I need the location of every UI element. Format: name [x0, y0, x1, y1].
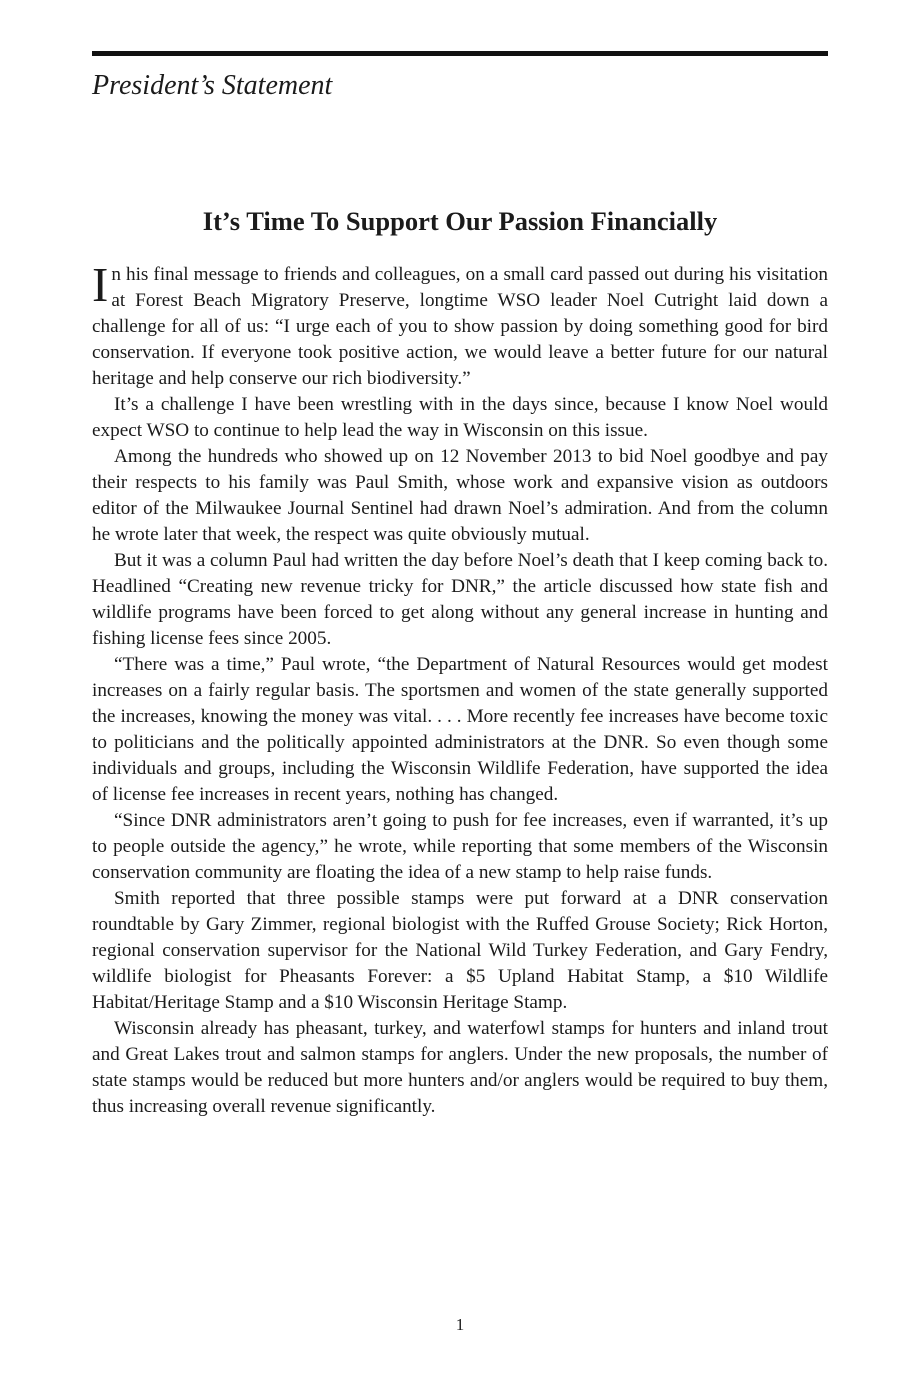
article-paragraph [92, 257, 828, 392]
article-title: It’s Time To Support Our Passion Financially [202, 206, 718, 236]
article-paragraph: But it was a column Paul had written the day before Noel’s death that I keep coming back to. Headlined “Creating new revenue tricky for DNR,” the article discussed how state fish and wildlife programs have been forced to get along without any general increase in hunting and fishing license fees since 2005. [92, 550, 828, 649]
header-rule [92, 51, 828, 56]
article-paragraph: “There was a time,” Paul wrote, “the Department of Natural Resources would get modest increases on a fairly regular basis. The sportsmen and women of the state generally supported the increases, knowing the money was vital. . . . More recently fee increases have become toxic to politicians and the politically appointed administrators at the DNR. So even though some individuals and groups, including the Wisconsin Wildlife Federation, have supported the idea of license fee increases in recent years, nothing has changed. [92, 654, 828, 805]
article-paragraph: It’s a challenge I have been wrestling with in the days since, because I know Noel would expect WSO to continue to help lead the way in Wisconsin on this issue. [92, 394, 828, 441]
article-paragraph: “Since DNR administrators aren’t going to push for fee increases, even if warranted, it’s up to people outside the agency,” he wrote, while reporting that some members of the Wisconsin conservation community are floating the idea of a new stamp to help raise funds. [92, 810, 828, 883]
section-title: President’s Statement [92, 70, 333, 101]
page-number: 1 [455, 1315, 465, 1334]
article-paragraph: Wisconsin already has pheasant, turkey, and waterfowl stamps for hunters and inland trout and Great Lakes trout and salmon stamps for anglers. Under the new proposals, the number of state stamps would be reduced but more hunters and/or anglers would be required to buy them, thus increasing overall revenue significantly. [92, 1018, 828, 1117]
drop-cap: I [92, 257, 109, 312]
article-paragraph: Among the hundreds who showed up on 12 November 2013 to bid Noel goodbye and pay their respects to his family was Paul Smith, whose work and expansive vision as outdoors editor of the Milwaukee Journal Sentinel had drawn Noel’s admiration. And from the column he wrote later that week, the respect was quite obviously mutual. [92, 446, 828, 545]
article-body [92, 257, 828, 1120]
article-paragraph: Smith reported that three possible stamps were put forward at a DNR conservation roundtable by Gary Zimmer, regional biologist with the Ruffed Grouse Society; Rick Horton, regional conservation supervisor for the National Wild Turkey Federation, and Gary Fendry, wildlife biologist for Pheasants Forever: a $5 Upland Habitat Stamp, a $10 Wildlife Habitat/Heritage Stamp and a $10 Wisconsin Heritage Stamp. [92, 888, 828, 1013]
paragraph-text: n his final message to friends and colleagues, on a small card passed out during his visitation at Forest Beach Migratory Preserve, longtime WSO leader Noel Cutright laid down a challenge for all of us: “I urge each of you to show passion by doing something good for bird conservation. If everyone took positive action, we would leave a better future for our natural heritage and help conserve our rich biodiversity.” [92, 264, 828, 389]
document-page [92, 0, 828, 1380]
